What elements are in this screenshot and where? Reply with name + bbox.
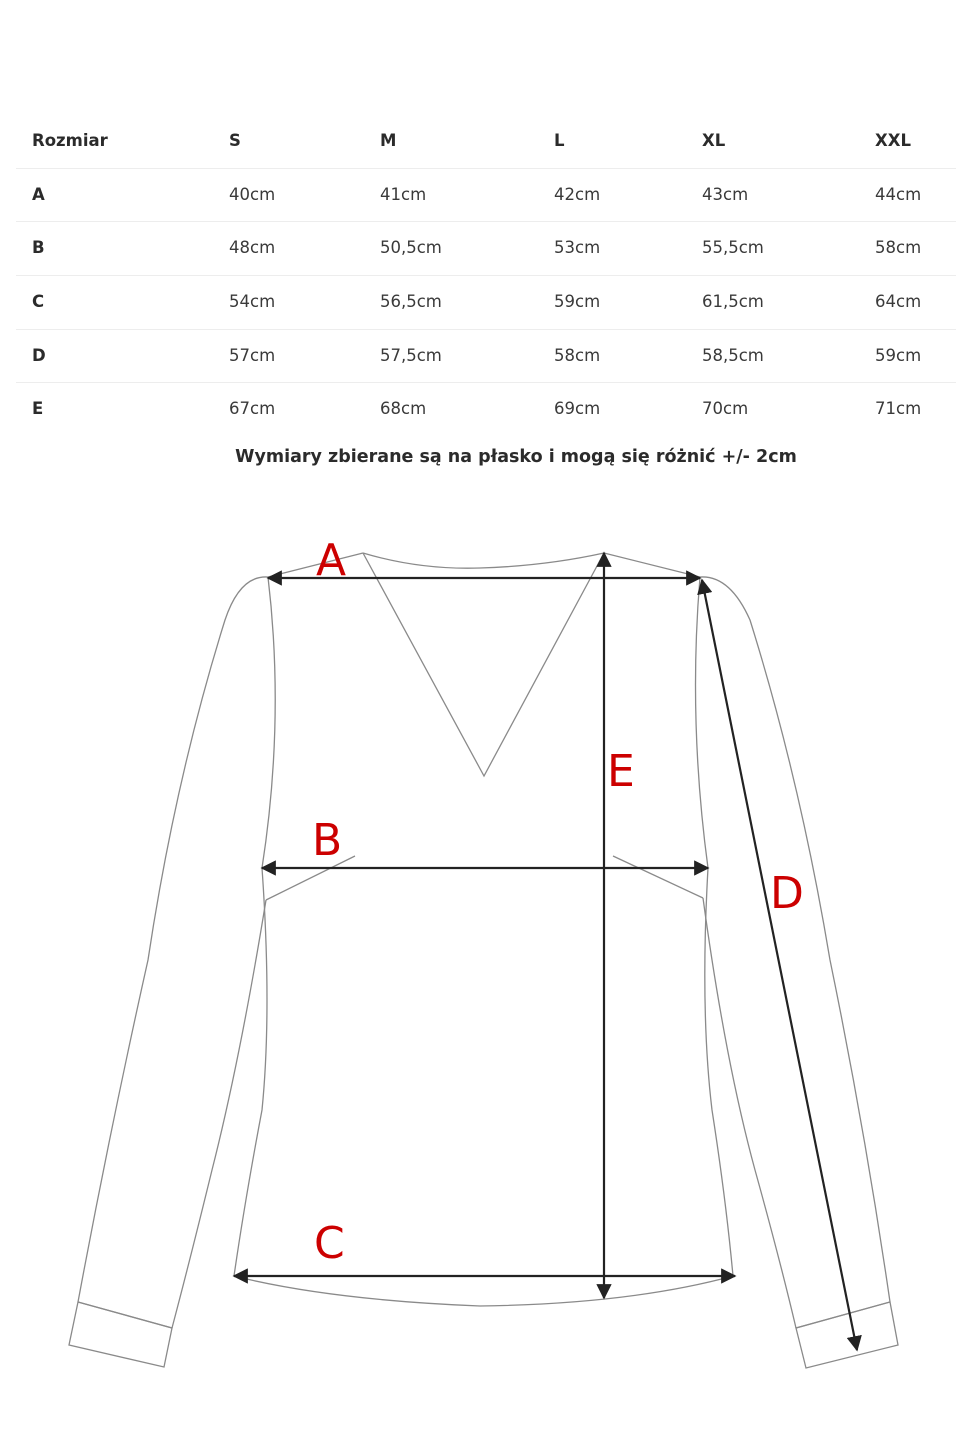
right-underarm [613, 856, 703, 898]
table-row [16, 330, 956, 384]
label-a: A [316, 535, 347, 586]
table-cell: 57,5cm [380, 345, 442, 365]
row-label: D [32, 345, 46, 365]
right-shoulder [604, 553, 700, 577]
table-cell: 55,5cm [702, 238, 764, 258]
table-cell: 53cm [554, 238, 601, 258]
v-neck [363, 553, 604, 776]
hem [234, 1276, 733, 1306]
left-sleeve-inner [172, 900, 266, 1328]
table-row [16, 222, 956, 276]
label-c: C [314, 1218, 345, 1269]
table-cell: 43cm [702, 184, 749, 204]
right-body-side [696, 577, 734, 1276]
table-header-row [16, 115, 956, 169]
table-cell: 50,5cm [380, 238, 442, 258]
header-cell: S [229, 131, 241, 150]
table-cell: 59cm [875, 345, 922, 365]
label-e: E [607, 746, 635, 797]
label-d: D [770, 868, 804, 919]
table-cell: 58cm [554, 345, 601, 365]
left-body-side [234, 577, 275, 1276]
table-cell: 59cm [554, 292, 601, 312]
table-cell: 40cm [229, 184, 276, 204]
table-cell: 61,5cm [702, 292, 764, 312]
neckline-curve [363, 553, 604, 568]
left-cuff-line [78, 1302, 172, 1328]
right-sleeve-outer [700, 577, 890, 1302]
table-cell: 71cm [875, 399, 922, 419]
measurement-note-text: Wymiary zbierane są na płasko i mogą się różnić +/- 2cm [235, 447, 797, 467]
measurement-labels [312, 535, 804, 1269]
table-cell: 58cm [875, 238, 922, 258]
table-row [16, 276, 956, 330]
size-table [16, 115, 956, 436]
measure-d-line [702, 580, 857, 1350]
table-cell: 42cm [554, 184, 601, 204]
header-cell: XL [702, 131, 726, 150]
header-cell: Rozmiar [32, 131, 108, 150]
table-cell: 44cm [875, 184, 922, 204]
measurement-note [0, 447, 970, 467]
right-cuff [796, 1302, 898, 1368]
row-label: E [32, 399, 44, 419]
table-cell: 48cm [229, 238, 276, 258]
left-sleeve-outer [78, 577, 268, 1302]
header-cell: L [554, 131, 565, 150]
table-cell: 68cm [380, 399, 427, 419]
table-cell: 69cm [554, 399, 601, 419]
table-cell: 57cm [229, 345, 276, 365]
table-row [16, 383, 956, 436]
table-cell: 54cm [229, 292, 276, 312]
left-cuff [69, 1302, 172, 1367]
sweater-outline [69, 553, 898, 1368]
table-cell: 41cm [380, 184, 427, 204]
right-cuff-line [796, 1302, 890, 1328]
table-row [16, 169, 956, 223]
table-cell: 67cm [229, 399, 276, 419]
header-cell: XXL [875, 131, 911, 150]
row-label: B [32, 238, 45, 258]
label-b: B [312, 815, 343, 866]
table-cell: 58,5cm [702, 345, 764, 365]
table-cell: 56,5cm [380, 292, 442, 312]
table-cell: 64cm [875, 292, 922, 312]
row-label: C [32, 292, 45, 312]
garment-measurement-diagram [0, 500, 970, 1440]
header-cell: M [380, 131, 397, 150]
right-sleeve-inner [703, 898, 796, 1328]
row-label: A [32, 184, 45, 204]
table-cell: 70cm [702, 399, 749, 419]
